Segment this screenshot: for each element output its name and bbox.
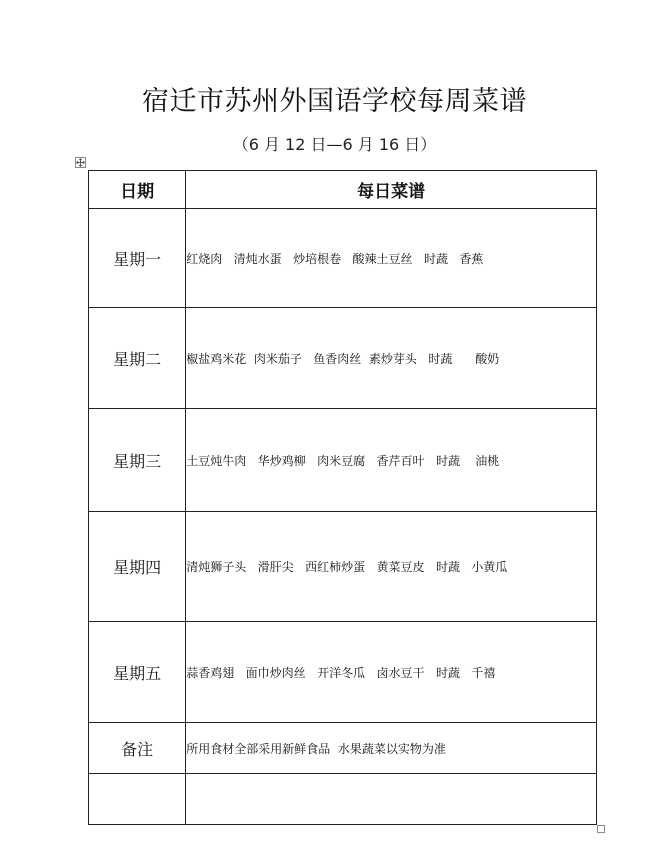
day-cell: 星期四	[89, 512, 186, 622]
page-title: 宿迁市苏州外国语学校每周菜谱	[142, 86, 527, 117]
table-row-monday	[89, 209, 597, 308]
weekly-menu-table	[88, 170, 597, 825]
dishes-cell: 椒盐鸡米花 肉米茄子 鱼香肉丝 素炒芽头 时蔬 酸奶	[186, 308, 597, 409]
remarks-text-cell: 所用食材全部采用新鲜食品 水果蔬菜以实物为准	[186, 723, 597, 774]
table-row-tuesday	[89, 308, 597, 409]
day-cell: 星期三	[89, 409, 186, 512]
table-row-empty	[89, 774, 597, 825]
table-move-handle-icon[interactable]	[75, 157, 86, 168]
day-cell: 星期一	[89, 209, 186, 308]
table-row-friday	[89, 622, 597, 723]
dishes-cell: 清炖狮子头 滑肝尖 西红柿炒蛋 黄菜豆皮 时蔬 小黄瓜	[186, 512, 597, 622]
dishes-cell: 红烧肉 清炖水蛋 炒培根卷 酸辣土豆丝 时蔬 香蕉	[186, 209, 597, 308]
table-row-remarks	[89, 723, 597, 774]
empty-cell[interactable]	[89, 774, 186, 825]
table-row-wednesday	[89, 409, 597, 512]
remarks-label-cell: 备注	[89, 723, 186, 774]
table-header-row	[89, 171, 597, 209]
header-date: 日期	[89, 171, 186, 209]
dishes-cell: 土豆炖牛肉 华炒鸡柳 肉米豆腐 香芹百叶 时蔬 油桃	[186, 409, 597, 512]
header-daily-menu: 每日菜谱	[186, 171, 597, 209]
day-cell: 星期五	[89, 622, 186, 723]
dishes-cell: 蒜香鸡翅 面巾炒肉丝 开洋冬瓜 卤水豆干 时蔬 千禧	[186, 622, 597, 723]
day-cell: 星期二	[89, 308, 186, 409]
table-row-thursday	[89, 512, 597, 622]
table-resize-handle[interactable]	[597, 825, 605, 833]
empty-cell[interactable]	[186, 774, 597, 825]
date-range-subtitle: （6 月 12 日—6 月 16 日）	[232, 135, 437, 154]
